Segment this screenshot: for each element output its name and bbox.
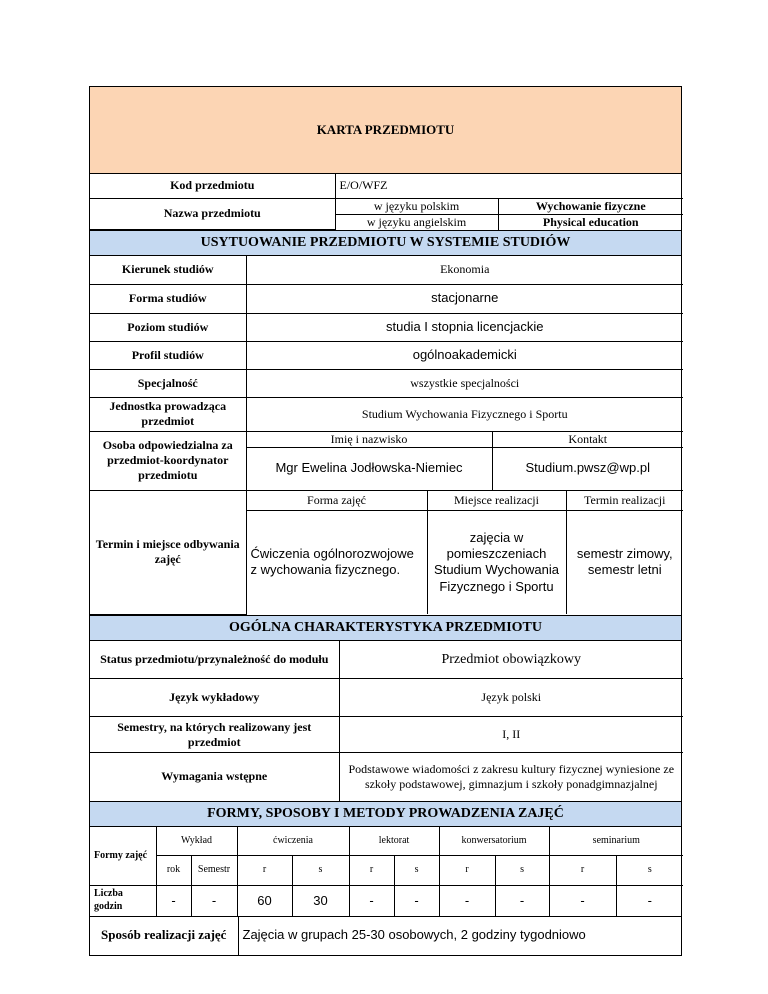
hours-cell: -: [349, 886, 394, 916]
sub-col: s: [495, 856, 549, 886]
kierunek-value: Ekonomia: [246, 256, 683, 284]
forma-label: Forma studiów: [90, 284, 246, 313]
jezyk-value: Język polski: [339, 679, 683, 717]
sub-col: s: [616, 856, 683, 886]
specjalnosc-label: Specjalność: [90, 369, 246, 397]
forma-value: stacjonarne: [246, 284, 683, 313]
osoba-contact: Studium.pwsz@wp.pl: [492, 447, 683, 490]
sposob-value: Zajęcia w grupach 25-30 osobowych, 2 godziny tygodniowo: [238, 917, 683, 955]
sub-col: s: [394, 856, 439, 886]
hours-cell: -: [549, 886, 616, 916]
osoba-col-contact: Kontakt: [492, 431, 683, 447]
method-section: [89, 917, 682, 956]
hours-label: Liczba godzin: [90, 886, 156, 916]
poziom-label: Poziom studiów: [90, 313, 246, 341]
hours-cell: -: [616, 886, 683, 916]
identification-section: [89, 174, 682, 231]
code-value: E/O/WFZ: [335, 174, 683, 198]
poziom-value: studia I stopnia licencjackie: [246, 313, 683, 341]
group-seminarium: seminarium: [549, 827, 683, 856]
termin-col-forma: Forma zajęć: [246, 490, 427, 510]
termin-col-miejsce: Miejsce realizacji: [427, 490, 566, 510]
semestry-label: Semestry, na których realizowany jest przedmiot: [90, 717, 339, 753]
hours-cell: -: [439, 886, 495, 916]
kierunek-label: Kierunek studiów: [90, 256, 246, 284]
termin-col-termin: Termin realizacji: [566, 490, 683, 510]
wymagania-value: Podstawowe wiadomości z zakresu kultury fizycznej wyniesione ze szkoły podstawowej, gimnazjum i szkoły ponadgimnazjalnej: [339, 753, 683, 801]
profil-value: ogólnoakademicki: [246, 341, 683, 369]
forms-section: [89, 827, 682, 917]
semestry-value: I, II: [339, 717, 683, 753]
formy-label: Formy zajęć: [90, 827, 156, 886]
group-lektorat: lektorat: [349, 827, 439, 856]
hours-cell: 60: [237, 886, 292, 916]
osoba-col-name: Imię i nazwisko: [246, 431, 492, 447]
sub-col: Semestr: [191, 856, 237, 886]
section-header-forms: FORMY, SPOSOBY I METODY PROWADZENIA ZAJĘĆ: [89, 802, 682, 827]
group-wyklad: Wykład: [156, 827, 237, 856]
jednostka-value: Studium Wychowania Fizycznego i Sportu: [246, 397, 683, 431]
sub-col: s: [292, 856, 349, 886]
specjalnosc-value: wszystkie specjalności: [246, 369, 683, 397]
section-header-placement: USYTUOWANIE PRZEDMIOTU W SYSTEMIE STUDIÓW: [89, 231, 682, 256]
sub-col: r: [549, 856, 616, 886]
name-en-label: w języku angielskim: [335, 214, 498, 230]
course-card: [89, 86, 682, 956]
sub-col: r: [237, 856, 292, 886]
placement-section: [89, 256, 682, 616]
jednostka-label: Jednostka prowadząca przedmiot: [90, 397, 246, 431]
group-cwiczenia: ćwiczenia: [237, 827, 349, 856]
hours-cell: 30: [292, 886, 349, 916]
section-header-characteristics: OGÓLNA CHARAKTERYSTYKA PRZEDMIOTU: [89, 616, 682, 641]
sub-col: r: [349, 856, 394, 886]
hours-cell: -: [156, 886, 191, 916]
sub-col: rok: [156, 856, 191, 886]
code-label: Kod przedmiotu: [90, 174, 335, 198]
card-title: KARTA PRZEDMIOTU: [89, 86, 682, 174]
osoba-label: Osoba odpowiedzialna za przedmiot-koordynator przedmiotu: [90, 431, 246, 490]
hours-cell: -: [495, 886, 549, 916]
status-label: Status przedmiotu/przynależność do modułu: [90, 641, 339, 679]
termin-label: Termin i miejsce odbywania zajęć: [90, 490, 246, 614]
group-konwersatorium: konwersatorium: [439, 827, 549, 856]
profil-label: Profil studiów: [90, 341, 246, 369]
jezyk-label: Język wykładowy: [90, 679, 339, 717]
sub-col: r: [439, 856, 495, 886]
hours-cell: -: [394, 886, 439, 916]
termin-forma: Ćwiczenia ogólnorozwojowe z wychowania fizycznego.: [246, 510, 427, 614]
termin-termin: semestr zimowy, semestr letni: [566, 510, 683, 614]
name-pl-label: w języku polskim: [335, 198, 498, 214]
name-pl: Wychowanie fizyczne: [498, 198, 683, 214]
osoba-name: Mgr Ewelina Jodłowska-Niemiec: [246, 447, 492, 490]
wymagania-label: Wymagania wstępne: [90, 753, 339, 801]
sposob-label: Sposób realizacji zajęć: [90, 917, 238, 955]
name-label: Nazwa przedmiotu: [90, 198, 335, 230]
hours-cell: -: [191, 886, 237, 916]
name-en: Physical education: [498, 214, 683, 230]
termin-miejsce: zajęcia w pomieszczeniach Studium Wychowania Fizycznego i Sportu: [427, 510, 566, 614]
characteristics-section: [89, 641, 682, 802]
status-value: Przedmiot obowiązkowy: [339, 641, 683, 679]
